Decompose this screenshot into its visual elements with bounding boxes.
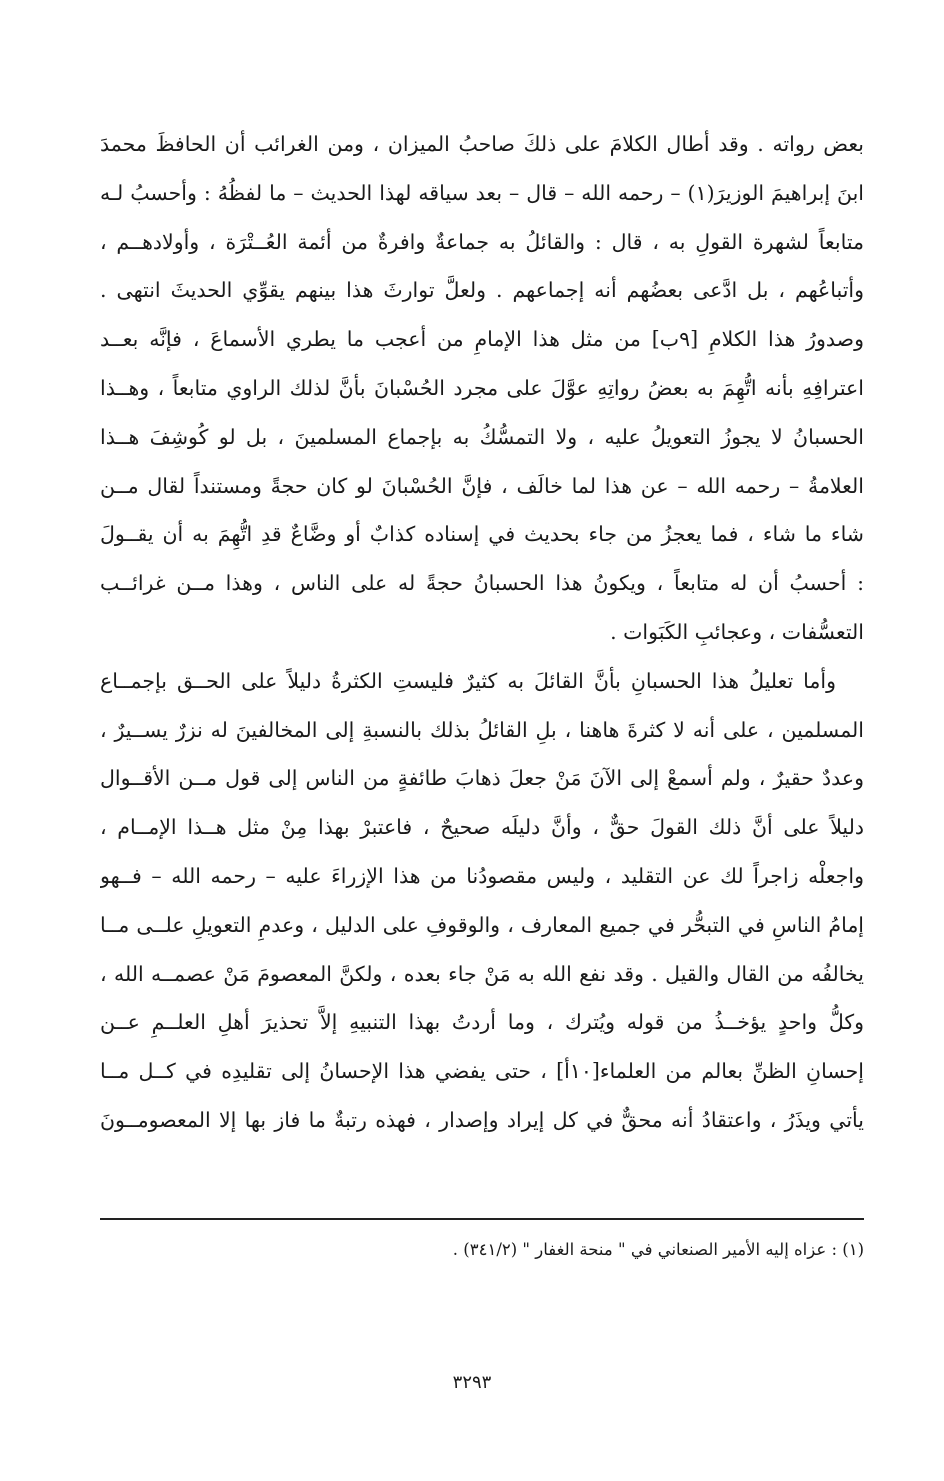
footnote-divider [100,1218,864,1220]
text-line-19: وكلُّ واحدٍ يؤخــذُ من قوله ويُترك ، وما أردتُ بهذا التنبيهِ إلاَّ تحذيرَ أهلِ العلــمِ عــن [100,1010,864,1035]
text-line-9: شاء ما شاء ، فما يعجزُ من جاء بحديث في إسناده كذابٌ أو وضَّاعٌ قدِ اتُّهِمَ به أن يقــولَ [100,522,864,547]
text-line-2: ابنَ إبراهيمَ الوزيرَ(١) – رحمه الله – قال – بعد سياقه لهذا الحديث – ما لفظُهُ : وأحسبُ لـه [100,180,864,205]
text-line-16: واجعلْه زاجراً لك عن التقليد ، وليس مقصودُنا من هذا الإزراءَ عليه – رحمه الله – فــهو [100,863,864,888]
text-line-8: العلامةُ – رحمه الله – عن هذا لما خالَف ، فإنَّ الحُسْبانَ لو كان حجةً ومستنداً لقال مــن [100,473,864,498]
text-line-18: يخالفُه من القال والقيل . وقد نفع الله به مَنْ جاء بعده ، ولكنَّ المعصومَ مَنْ عصمــه الله ، [100,961,864,986]
main-text-block [100,120,864,1145]
text-line-17: إمامُ الناسِ في التبحُّر في جميع المعارف ، والوقوفِ على الدليل ، وعدمِ التعويلِ علــى مــا [100,912,864,937]
text-line-3: متابعاً لشهرة القولِ به ، قال : والقائلُ به جماعةٌ وافرةٌ من أئمة العُــتْرَة ، وأولادهــم ، [100,229,864,254]
text-line-1: بعض رواته . وقد أطال الكلامَ على ذلكَ صاحبُ الميزان ، ومن الغرائب أن الحافظَ محمدَ [100,132,864,156]
text-line-15: دليلاً على أنَّ ذلك القولَ حقٌّ ، وأنَّ دليلَه صحيحٌ ، فاعتبرْ بهذا مِنْ مثل هــذا الإمــام ، [100,815,864,840]
text-line-13: المسلمين ، على أنه لا كثرةَ هاهنا ، بلِ القائلُ بذلك بالنسبةِ إلى المخالفينَ له نزرٌ يســيرٌ ، [100,717,864,742]
text-line-4: وأتباعُهم ، بل ادَّعى بعضُهم أنه إجماعهم . ولعلَّ توارثَ هذا بينهم يقوِّي الحديثَ انتهى . [100,278,864,303]
footnote: (١) : عزاه إليه الأمير الصنعاني في " منحة الغفار " (٣٤١/٢) . [452,1240,864,1259]
text-line-5: وصدورُ هذا الكلامِ [٩ب] من مثل هذا الإمامِ من أعجب ما يطري الأسماعَ ، فإنَّه بعــد [100,327,864,352]
page-number: ٣٢٩٣ [452,1372,492,1393]
text-line-12: وأما تعليلُ هذا الحسبانِ بأنَّ القائلَ به كثيرٌ فليستِ الكثرةُ دليلاً على الحــق بإجمــاع [100,668,836,693]
text-line-11: التعسُّفات ، وعجائبِ الكَبَوات . [610,619,864,644]
text-line-14: وعددٌ حقيرٌ ، ولم أسمعْ إلى الآنَ مَنْ جعلَ ذهابَ طائفةٍ من الناس إلى قول مــن الأقــوال [100,766,864,791]
text-line-20: إحسانِ الظنِّ بعالم من العلماء[١٠أ] ، حتى يفضي هذا الإحسانُ إلى تقليدِه في كــل مــا [100,1059,864,1084]
text-line-6: اعترافِهِ بأنه اتُّهِمَ به بعضُ رواتِهِ عوَّلَ على مجرد الحُسْبانَ بأنَّ لذلك الراوي متابعاً ، وهــذا [100,375,864,400]
text-line-10: : أحسبُ أن له متابعاً ، ويكونُ هذا الحسبانُ حجةً له على الناس ، وهذا مــن غرائــب [100,571,864,596]
text-line-21: يأتي ويذَرُ ، واعتقادُ أنه محقٌّ في كل إيراد وإصدار ، فهذه رتبةٌ ما فاز بها إلا المعصومــونَ [100,1107,864,1132]
text-line-7: الحسبانُ لا يجوزُ التعويلُ عليه ، ولا التمسُّكُ به بإجماع المسلمينَ ، بل لو كُوشِفَ هــذا [100,424,864,449]
